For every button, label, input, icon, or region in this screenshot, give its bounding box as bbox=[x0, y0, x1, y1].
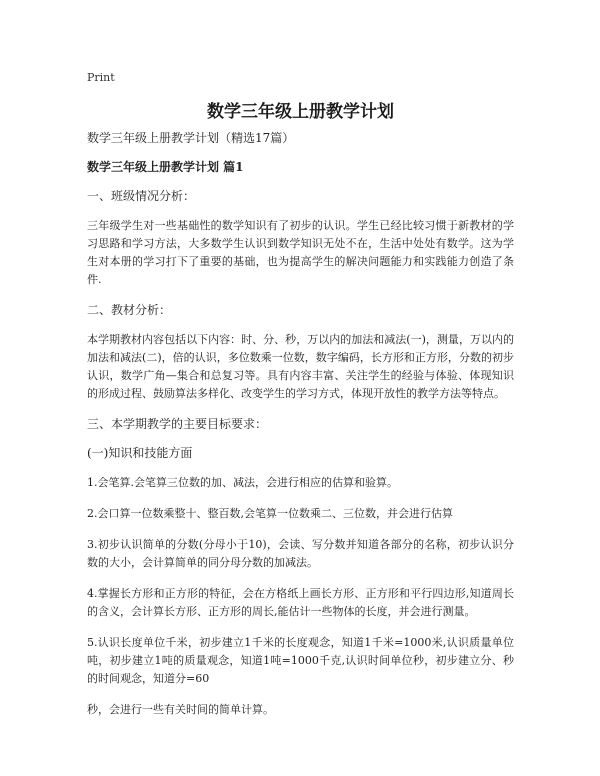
heading-knowledge-skills: (一)知识和技能方面 bbox=[87, 446, 193, 460]
list-item: 5.认识长度单位千米，初步建立1千米的长度观念，知道1千米=1000米,认识质量单位吨，初步建立1吨的质量观念，知道1吨=1000千克,认识时间单位秒，初步建立分、秒的时间观念，知道分=60 bbox=[87, 636, 514, 685]
heading-teaching-goals: 三、本学期教学的主要目标要求： bbox=[87, 417, 268, 431]
print-link[interactable]: Print bbox=[87, 71, 115, 84]
list-item: 4.掌握长方形和正方形的特征，会在方格纸上画长方形、正方形和平行四边形,知道周长的含义，会计算长方形、正方形的周长,能估计一些物体的长度，并会进行测量。 bbox=[87, 587, 514, 618]
section-title: 数学三年级上册教学计划 篇1 bbox=[87, 160, 244, 174]
heading-class-analysis: 一、班级情况分析： bbox=[87, 189, 196, 203]
list-item: 3.初步认识简单的分数(分母小于10)，会读、写分数并知道各部分的名称，初步认识分数的大小，会计算简单的同分母分数的加减法。 bbox=[87, 538, 514, 569]
heading-textbook-analysis: 二、教材分析： bbox=[87, 303, 172, 317]
paragraph-textbook-analysis: 本学期教材内容包括以下内容：时、分、秒，万以内的加法和减法(一)，测量，万以内的加法和减法(二)，倍的认识，多位数乘一位数，数字编码，长方形和正方形，分数的初步认识，数学广角—集合和总复习等。具有内容丰富、关注学生的经验与体验、体现知识的形成过程、鼓励算法多样化、改变学生的学习方式，体现开放性的教学方法等特点。 bbox=[87, 333, 514, 400]
list-item: 2.会口算一位数乘整十、整百数,会笔算一位数乘二、三位数，并会进行估算 bbox=[87, 507, 453, 520]
list-item-continuation: 秒，会进行一些有关时间的简单计算。 bbox=[87, 703, 274, 716]
document-subtitle: 数学三年级上册教学计划（精选17篇） bbox=[87, 131, 295, 145]
list-item: 1.会笔算.会笔算三位数的加、减法，会进行相应的估算和验算。 bbox=[87, 476, 398, 489]
paragraph-class-analysis: 三年级学生对一些基础性的数学知识有了初步的认识。学生已经比较习惯于新教材的学习思路和学习方法，大多数学生认识到数学知识无处不在，生活中处处有数学。这为学生对本册的学习打下了重要的基础，也为提高学生的解决问题能力和实践能力创造了条件. bbox=[87, 219, 514, 286]
page-title: 数学三年级上册教学计划 bbox=[207, 102, 394, 122]
